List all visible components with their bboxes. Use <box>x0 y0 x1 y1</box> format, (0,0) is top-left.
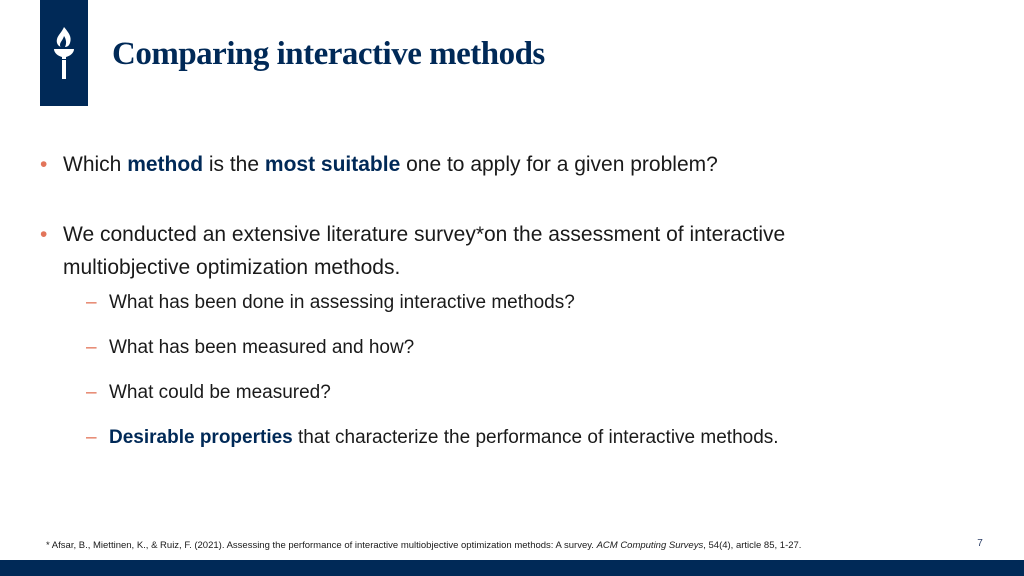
bullet-marker: • <box>40 153 48 176</box>
sub-marker: – <box>86 292 97 313</box>
university-logo <box>40 0 88 106</box>
sub-marker: – <box>86 382 97 403</box>
sub-item <box>63 335 980 361</box>
bullet-text: is the <box>203 153 265 176</box>
bullet-item <box>40 148 980 181</box>
footnote-citation <box>46 540 801 551</box>
bottom-bar <box>0 560 1024 576</box>
sub-item-text: What has been done in assessing interactive methods? <box>109 292 575 313</box>
sub-item-text: What could be measured? <box>109 382 331 403</box>
sub-item-text: What has been measured and how? <box>109 337 415 358</box>
footnote-text: , 54(4), article 85, 1-27. <box>703 540 802 551</box>
highlight-most-suitable: most suitable <box>264 153 401 176</box>
sub-marker: – <box>86 337 97 358</box>
highlight-desirable-properties: Desirable properties <box>109 427 293 448</box>
sub-item <box>63 290 980 316</box>
slide-title: Comparing interactive methods <box>112 36 545 72</box>
sub-item <box>63 380 980 406</box>
highlight-method: method <box>127 153 204 176</box>
sub-list <box>63 290 980 451</box>
bullet-text: multiobjective optimization methods. <box>63 256 401 279</box>
bullet-item <box>40 218 980 451</box>
sub-item <box>63 425 980 451</box>
sub-item-text: that characterize the performance of interactive methods. <box>292 427 779 448</box>
sub-marker: – <box>86 427 97 448</box>
slide-content <box>40 148 980 470</box>
bullet-text: Which <box>63 153 128 176</box>
footnote-journal: ACM Computing Surveys <box>596 540 704 551</box>
bullet-text: We conducted an extensive literature survey*on the assessment of interactive <box>63 223 786 246</box>
footnote-text: * Afsar, B., Miettinen, K., & Ruiz, F. (2021). Assessing the performance of interactive multiobjective optimization methods: A survey. <box>46 540 597 551</box>
bullet-text: one to apply for a given problem? <box>400 153 718 176</box>
torch-icon <box>51 25 77 81</box>
page-number: 7 <box>977 538 983 549</box>
bullet-marker: • <box>40 223 48 246</box>
